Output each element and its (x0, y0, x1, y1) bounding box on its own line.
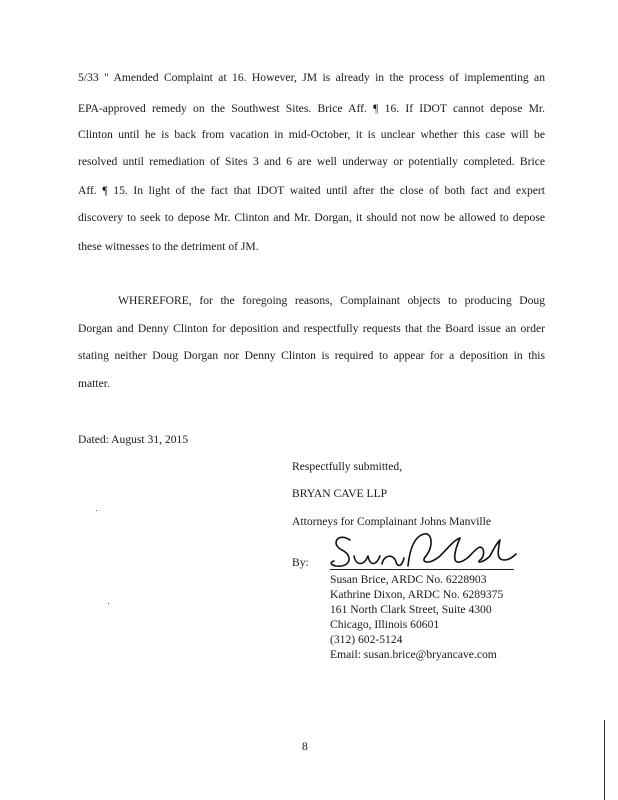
address-line: Email: susan.brice@bryancave.com (330, 648, 497, 661)
body-line: Dorgan and Denny Clinton for deposition and respectfully requests that the Board issue an order (78, 322, 545, 335)
scan-artifact-line (604, 720, 605, 800)
scan-speck (108, 603, 109, 604)
address-line: Chicago, Illinois 60601 (330, 618, 440, 631)
body-line: 5/33 " Amended Complaint at 16. However, JM is already in the process of implementing an (78, 71, 545, 84)
page-number: 8 (302, 740, 308, 753)
body-line: resolved until remediation of Sites 3 and 6 are well underway or potentially completed. Brice (78, 155, 545, 168)
address-line: Susan Brice, ARDC No. 6228903 (330, 573, 487, 586)
body-line: matter. (78, 377, 110, 390)
body-line: WHEREFORE, for the foregoing reasons, Complainant objects to producing Doug (118, 294, 545, 307)
body-line: these witnesses to the detriment of JM. (78, 240, 259, 253)
handwritten-signature (328, 526, 518, 574)
date-line: Dated: August 31, 2015 (78, 433, 189, 446)
address-line: 161 North Clark Street, Suite 4300 (330, 603, 492, 616)
body-line: stating neither Doug Dorgan nor Denny Clinton is required to appear for a deposition in this (78, 349, 545, 362)
body-line: discovery to seek to depose Mr. Clinton and Mr. Dorgan, it should not now be allowed to depose (78, 211, 545, 224)
attorney-role: Attorneys for Complainant Johns Manville (292, 515, 492, 528)
body-line: EPA-approved remedy on the Southwest Sites. Brice Aff. ¶ 16. If IDOT cannot depose Mr. (78, 102, 545, 115)
address-line: (312) 602-5124 (330, 633, 403, 646)
body-line: Clinton until he is back from vacation in mid-October, it is unclear whether this case will be (78, 128, 545, 141)
address-line: Kathrine Dixon, ARDC No. 6289375 (330, 588, 504, 601)
firm-name: BRYAN CAVE LLP (292, 487, 388, 500)
signature-line (330, 569, 514, 570)
scan-speck (96, 510, 97, 511)
body-line: Aff. ¶ 15. In light of the fact that IDOT waited until after the close of both fact and expert (78, 184, 545, 197)
by-label: By: (292, 556, 309, 569)
closing: Respectfully submitted, (292, 460, 403, 473)
